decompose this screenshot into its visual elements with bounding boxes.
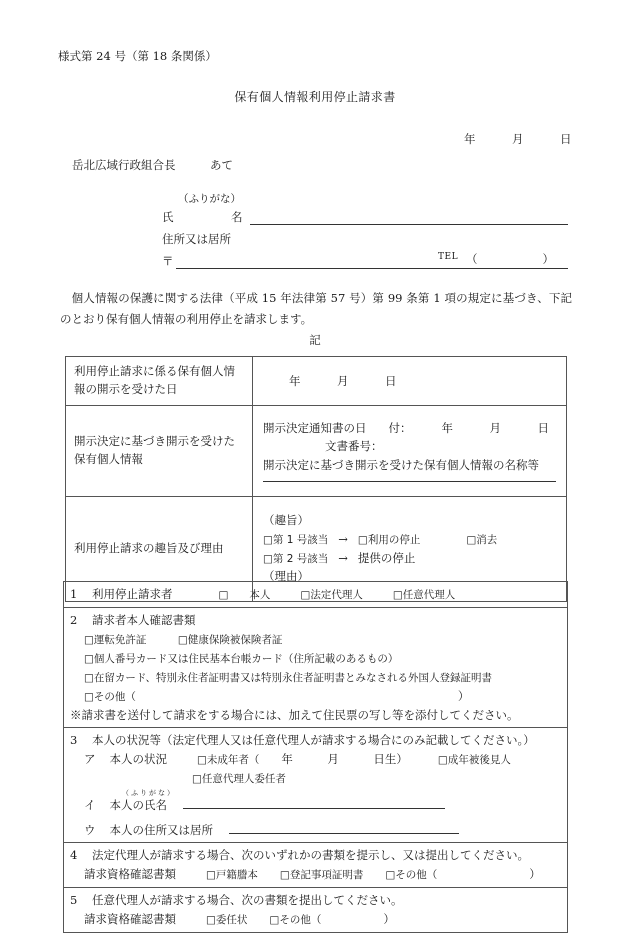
arrow-icon: → [338,531,348,546]
notice-date-tag: 付： [388,421,412,436]
page-title: 保有個人情報利用停止請求書 [234,90,396,104]
telephone-input-parens[interactable]: （ ） [466,252,568,266]
name-input-rule[interactable] [250,224,568,225]
section-3a-marker: ア [84,751,96,766]
postal-code-symbol: 〒 [162,254,174,268]
section-3-title: 本人の状況等（法定代理人又は任意代理人が請求する場合にのみ記載してください。） [92,733,535,748]
furigana-label: （ふりがな） [178,193,241,205]
checkbox-registry-certificate[interactable]: □登記事項証明書 [279,869,364,882]
table-row [64,582,568,608]
checkbox-voluntary-agent[interactable]: □任意代理人 [392,589,456,601]
checkbox-statutory-agent[interactable]: □法定代理人 [300,589,363,601]
checkbox-drivers-license-line[interactable]: □運転免許証 □健康保険被保険者証 [84,633,283,646]
other-document-close-paren: ） [457,688,470,703]
checkbox-other-document[interactable]: □その他（ [84,690,136,703]
section-5-close-paren: ） [383,911,395,926]
checkbox-residence-card[interactable]: □在留カード、特別永住者証明書又は特別永住者証明書とみなされる外国人登録証明書 [84,671,492,684]
section-3b-marker: イ [84,798,96,813]
section-5-docs-label: 請求資格確認書類 [84,911,176,926]
disclosed-info-name-label: 開示決定に基づき開示を受けた保有個人情報の名称等 [263,457,539,472]
legal-statement: 個人情報の保護に関する法律（平成 15 年法律第 57 号）第 99 条第 1 項の規定に基づき、下記のとおり保有個人情報の利用停止を請求します。 [60,291,572,327]
section-5-cell[interactable] [64,888,568,933]
section-3c-label: 本人の住所又は居所 [109,822,213,837]
table-row [66,357,567,406]
section-1-title: 利用停止請求者 [92,587,173,601]
section-5-number: 5 [70,893,78,908]
reason-heading: （理由） [263,569,309,584]
row-label-purpose-reason: 利用停止請求の趣旨及び理由 [66,496,253,601]
checkbox-erase[interactable]: □消去 [466,533,498,546]
section-3a-label: 本人の状況 [109,751,167,766]
section-3b-label: 本人の氏名 [109,798,167,813]
address-label: 住所又は居所 [162,232,231,246]
notice-date-head: 開示決定通知書の日 [263,421,367,436]
addressee-line: 岳北広域行政組合長 あて [72,158,233,172]
section-3-number: 3 [70,733,78,748]
section-4-close-paren: ） [529,867,541,882]
principal-name-input-rule[interactable] [183,797,445,809]
table-row [64,888,568,933]
address-input-rule[interactable] [176,268,568,269]
row-value-disclosed-info[interactable] [253,405,567,496]
suspend-provision-label: 提供の停止 [357,550,416,565]
checkbox-item-1[interactable]: □第 1 号該当 [263,533,329,546]
name-label: 氏 名 [162,210,243,224]
section-2-cell[interactable] [64,608,568,728]
row-label-disclosure-date: 利用停止請求に係る保有個人情報の開示を受けた日 [66,357,253,406]
form-number: 様式第 24 号（第 18 条関係） [58,49,217,63]
section-1-number: 1 [70,587,78,601]
telephone-label: TEL [438,252,459,262]
section-3b-furigana: （ふりがな） [122,788,176,797]
checkbox-my-number-card[interactable]: □個人番号カード又は住民基本台帳カード（住所記載のあるもの） [84,652,399,665]
section-2-note: ※請求書を送付して請求をする場合には、加えて住民票の写し等を添付してください。 [70,707,519,722]
checkbox-family-register[interactable]: □戸籍謄本 [206,869,258,882]
checkbox-adult-ward[interactable]: □成年被後見人 [437,753,511,766]
arrow-icon: → [338,550,348,565]
checkbox-other-voluntary-doc[interactable]: □その他（ [269,913,322,926]
table-row [64,728,568,843]
section-2-number: 2 [70,613,78,627]
checkbox-voluntary-delegator[interactable]: □任意代理人委任者 [192,772,286,785]
row-value-disclosure-date[interactable]: 年 月 日 [253,357,567,406]
section-4-cell[interactable] [64,843,568,888]
purpose-heading: （趣旨） [263,513,309,528]
section-2-title: 請求者本人確認書類 [92,613,196,627]
disclosure-details-table [65,356,567,602]
minor-birthdate-ymd[interactable]: 年 月 日生） [281,751,408,766]
principal-address-input-rule[interactable] [229,822,459,834]
requester-verification-table [63,581,568,933]
section-1-cell[interactable] [64,582,568,608]
row-label-disclosed-info: 開示決定に基づき開示を受けた保有個人情報 [66,405,253,496]
table-row [64,843,568,888]
checkbox-other-qualification-doc[interactable]: □その他（ [385,869,438,882]
checkbox-power-of-attorney[interactable]: □委任状 [206,913,248,926]
section-3c-marker: ウ [84,822,96,837]
kishirushi-marker: 記 [309,333,321,347]
checkbox-item-2[interactable]: □第 2 号該当 [263,552,329,565]
section-5-title: 任意代理人が請求する場合、次の書類を提出してください。 [92,893,403,908]
checkbox-self[interactable]: □ 本人 [218,589,271,601]
checkbox-suspend-use[interactable]: □利用の停止 [357,533,421,546]
submission-date-line: 年 月 日 [464,132,572,146]
section-4-title: 法定代理人が請求する場合、次のいずれかの書類を提示し、又は提出してください。 [92,848,529,863]
document-number-label: 文書番号： [325,439,383,454]
disclosed-info-name-rule[interactable] [263,481,556,482]
table-row [66,405,567,496]
section-3-cell[interactable] [64,728,568,843]
checkbox-minor[interactable]: □未成年者（ [197,753,260,766]
table-row [64,608,568,728]
section-4-number: 4 [70,848,78,863]
section-4-docs-label: 請求資格確認書類 [84,867,176,882]
notice-date-ymd[interactable]: 年 月 日 [441,421,550,436]
